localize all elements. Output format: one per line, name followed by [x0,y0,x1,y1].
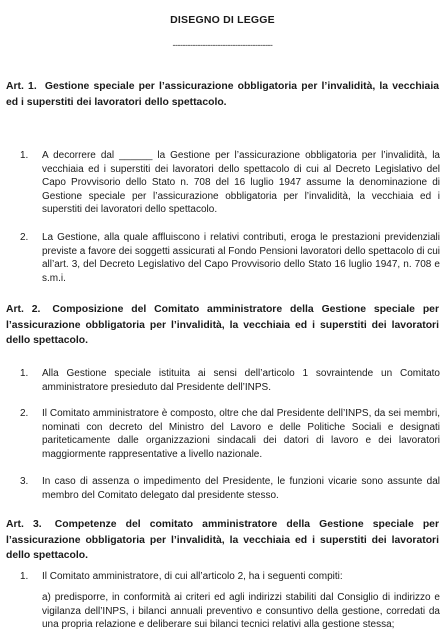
article-2-item-3-number: 3. [20,476,29,487]
article-1-item-1-number: 1. [20,150,29,161]
title-separator: ---------------------------------------- [172,40,273,50]
article-2-heading [6,302,439,349]
article-3-number: Art. 3. [6,519,42,530]
article-2-number: Art. 2. [6,304,41,315]
article-1-number: Art. 1. [6,81,37,92]
article-3-heading [6,517,439,564]
article-1-title: Gestione speciale per l’assicurazione obbligatoria per l’invalidità, la vecchiaia ed i superstiti dei lavoratori dello spettacolo. [6,81,439,108]
article-1-item-2-number: 2. [20,232,29,243]
article-1-heading [6,79,439,110]
article-3-item-1-text: Il Comitato amministratore, di cui all’articolo 2, ha i seguenti compiti: [42,571,343,582]
article-2-item-1-number: 1. [20,368,29,379]
article-3-subitem-a: a) predisporre, in conformità ai criteri ed agli indirizzi stabiliti dal Consiglio di indirizzo e vigilanza dell’INPS, i bilanci annuali preventivo e consuntivo della gestione, corredati da una propria relazione e deliberare sui bilanci tecnici relativi alla gestione stessa; [42,592,440,631]
article-1-item-1-text: A decorrere dal ______ la Gestione per l’assicurazione obbligatoria per l’invalidità, la vecchiaia ed i superstiti dei lavoratori dello spettacolo di cui al Decreto Legislativo del Capo Provvisorio dello Stato n. 708 del 16 luglio 1947 assume la denominazione di Gestione speciale per l’assicurazione obbligatoria per l’invalidità, la vecchiaia ed i superstiti dei lavoratori dello spettacolo. [42,150,440,216]
article-2-item-2-number: 2. [20,408,29,419]
article-2-item-2-text: Il Comitato amministratore è composto, oltre che dal Presidente dell’INPS, da sei membri, nominati con decreto del Ministro del Lavoro e delle Politiche Sociali e designati pariteticamente dalle organizzazioni sindacali dei datori di lavoro e dei lavoratori maggiormente rappresentative a livello nazionale. [42,408,440,460]
article-2-item-1-text: Alla Gestione speciale istituita ai sensi dell’articolo 1 sovraintende un Comitato amministratore presieduto dal Presidente dell’INPS. [42,368,440,393]
article-1-item-2-text: La Gestione, alla quale affluiscono i relativi contributi, eroga le prestazioni previdenziali previste a favore dei soggetti assicurati al Fondo Pensioni lavoratori dello spettacolo di cui all’art. 3, del Decreto Legislativo del Capo Provvisorio dello Stato 16 luglio 1947, n. 708 e s.m.i. [42,232,440,284]
article-2-item-3-text: In caso di assenza o impedimento del Presidente, le funzioni vicarie sono assunte dal membro del Comitato delegato dal presidente stesso. [42,476,440,501]
article-3-item-1-number: 1. [20,571,29,582]
article-2-title: Composizione del Comitato amministratore della Gestione speciale per l’assicurazione obbligatoria per l’invalidità, la vecchiaia ed i superstiti dei lavoratori dello spettacolo. [6,304,439,346]
article-3-title: Competenze del comitato amministratore della Gestione speciale per l’assicurazione obbligatoria per l’invalidità, la vecchiaia ed i superstiti dei lavoratori dello spettacolo. [6,519,439,561]
document-title: DISEGNO DI LEGGE [170,14,275,26]
